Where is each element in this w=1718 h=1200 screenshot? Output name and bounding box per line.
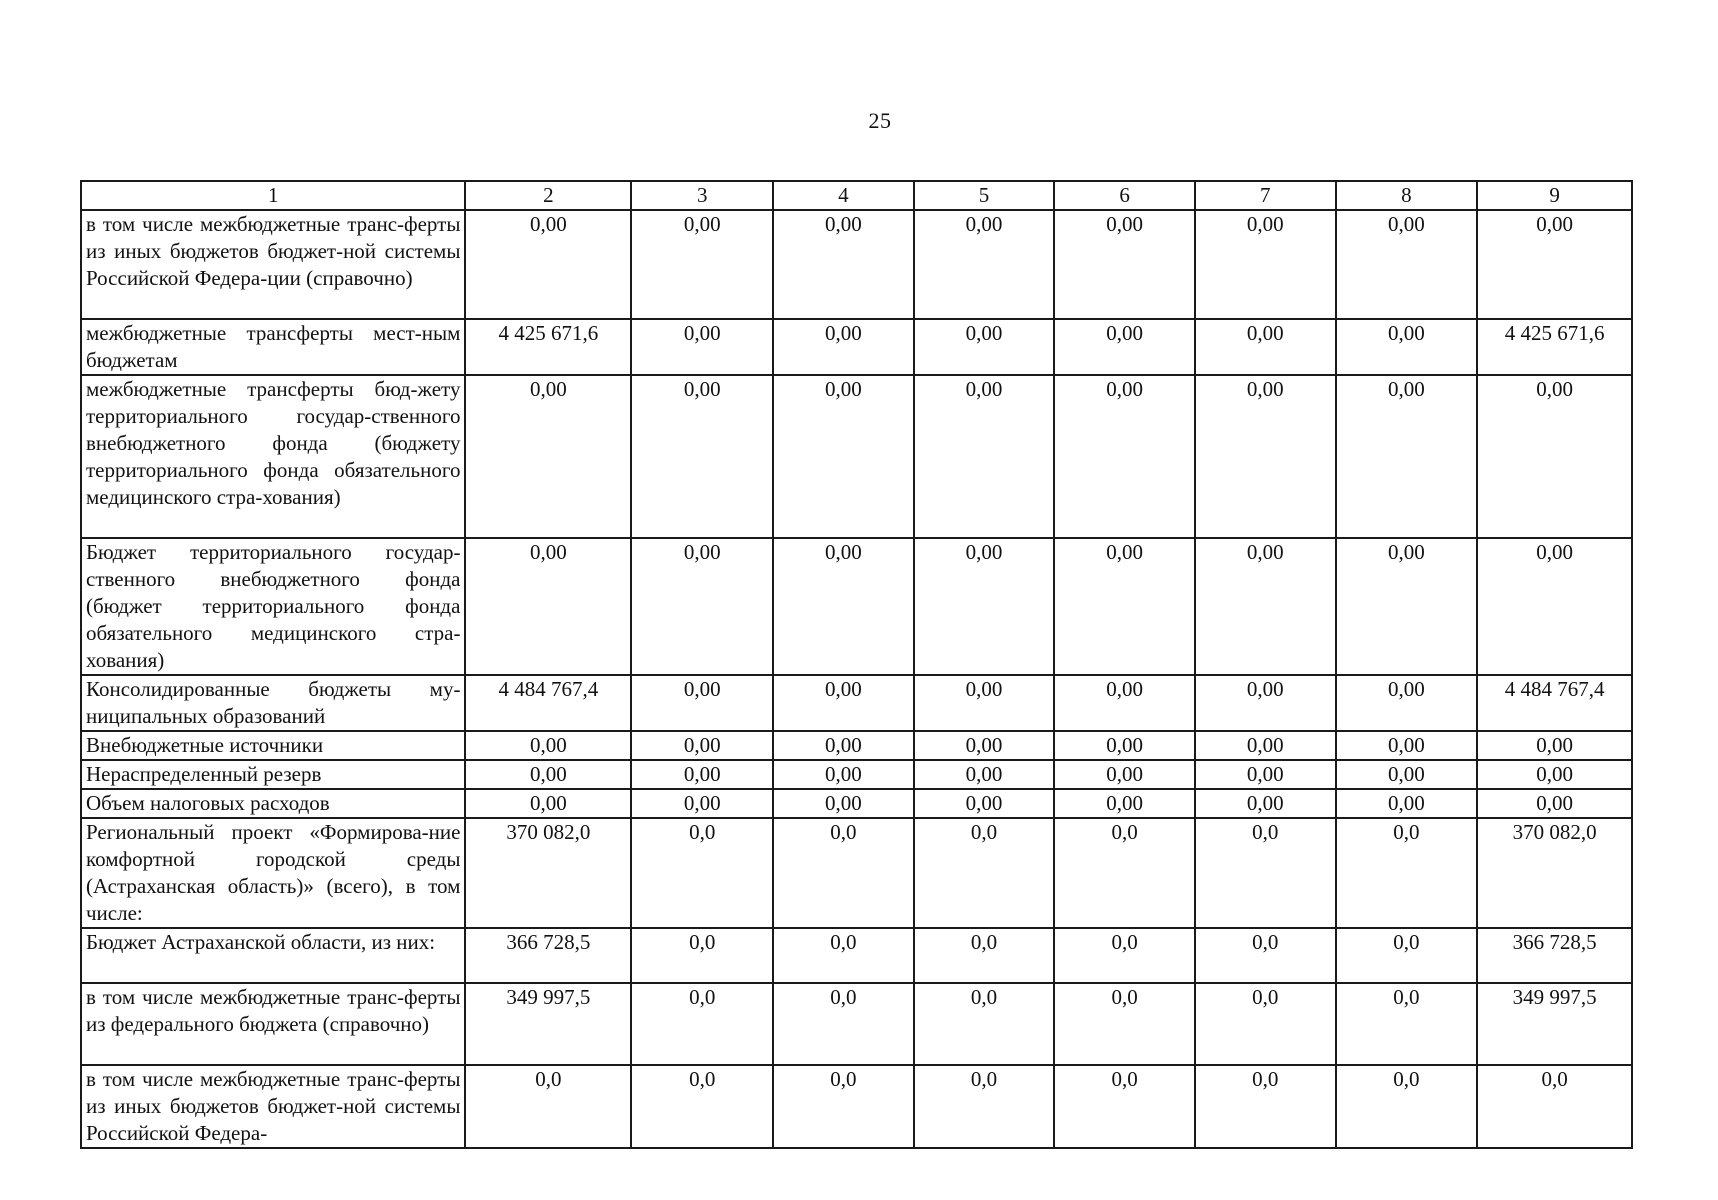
table-cell: 0,0 <box>631 983 773 1065</box>
table-cell: 0,00 <box>465 210 631 319</box>
table-cell: 0,00 <box>631 760 773 789</box>
table-cell: 0,00 <box>465 731 631 760</box>
table-cell: 0,0 <box>631 1065 773 1148</box>
table-row <box>81 375 1632 538</box>
table-cell: 0,0 <box>1336 818 1478 928</box>
table-cell: 0,00 <box>1195 319 1336 375</box>
table-cell: 0,0 <box>1195 818 1336 928</box>
table-cell: 0,00 <box>1054 731 1195 760</box>
table-cell: 0,0 <box>773 818 914 928</box>
table-cell: 0,00 <box>631 210 773 319</box>
table-row <box>81 983 1632 1065</box>
table-cell: 0,00 <box>1336 538 1478 675</box>
table-cell: 0,00 <box>773 789 914 818</box>
table-cell: 0,00 <box>1477 789 1632 818</box>
table-cell: 0,00 <box>773 538 914 675</box>
table-cell: 0,0 <box>1054 928 1195 983</box>
table-row <box>81 675 1632 731</box>
row-label: Консолидированные бюджеты му-ниципальных образований <box>81 675 465 731</box>
table-cell: 4 484 767,4 <box>1477 675 1632 731</box>
table-cell: 0,00 <box>914 731 1055 760</box>
table-cell: 0,0 <box>773 1065 914 1148</box>
table-cell: 0,0 <box>1195 983 1336 1065</box>
table-cell: 0,00 <box>631 789 773 818</box>
row-label: в том числе межбюджетные транс-ферты из федерального бюджета (справочно) <box>81 983 465 1065</box>
table-row <box>81 1065 1632 1148</box>
table-cell: 0,0 <box>914 928 1055 983</box>
column-header: 2 <box>465 181 631 210</box>
row-label: межбюджетные трансферты бюд-жету территориального государ-ственного внебюджетного фонда (бюджету территориального фонда обязательного медицинского стра-хования) <box>81 375 465 538</box>
table-cell: 0,00 <box>914 375 1055 538</box>
table-cell: 0,00 <box>1477 210 1632 319</box>
table-cell: 0,00 <box>1336 210 1478 319</box>
table-cell: 0,00 <box>631 319 773 375</box>
table-cell: 0,00 <box>631 375 773 538</box>
row-label: в том числе межбюджетные транс-ферты из иных бюджетов бюджет-ной системы Российской Федера- <box>81 1065 465 1148</box>
row-label: в том числе межбюджетные транс-ферты из иных бюджетов бюджет-ной системы Российской Федера-ции (справочно) <box>81 210 465 319</box>
row-label: Бюджет территориального государ-ственного внебюджетного фонда (бюджет территориального фонда обязательного медицинского стра-хования) <box>81 538 465 675</box>
table-cell: 370 082,0 <box>1477 818 1632 928</box>
table-cell: 0,00 <box>773 210 914 319</box>
table-cell: 0,0 <box>1195 928 1336 983</box>
table-cell: 0,00 <box>773 731 914 760</box>
table-cell: 0,00 <box>1195 538 1336 675</box>
table-cell: 0,0 <box>1336 983 1478 1065</box>
table-row <box>81 818 1632 928</box>
table-cell: 0,00 <box>631 675 773 731</box>
column-header: 7 <box>1195 181 1336 210</box>
table-cell: 0,0 <box>631 928 773 983</box>
table-cell: 0,00 <box>465 538 631 675</box>
table-cell: 0,0 <box>1054 818 1195 928</box>
table-cell: 0,0 <box>1336 1065 1478 1148</box>
table-cell: 0,0 <box>914 818 1055 928</box>
table-cell: 0,0 <box>773 983 914 1065</box>
column-header: 5 <box>914 181 1055 210</box>
column-header: 8 <box>1336 181 1478 210</box>
table-cell: 0,00 <box>1477 731 1632 760</box>
table-cell: 0,0 <box>631 818 773 928</box>
table-cell: 0,00 <box>1336 675 1478 731</box>
table-cell: 0,00 <box>1477 538 1632 675</box>
table-row <box>81 538 1632 675</box>
table-cell: 4 425 671,6 <box>1477 319 1632 375</box>
table-cell: 4 425 671,6 <box>465 319 631 375</box>
table-cell: 0,00 <box>1336 760 1478 789</box>
table-cell: 0,0 <box>1054 1065 1195 1148</box>
column-header: 9 <box>1477 181 1632 210</box>
table-cell: 0,0 <box>1054 983 1195 1065</box>
table-cell: 366 728,5 <box>465 928 631 983</box>
table-cell: 366 728,5 <box>1477 928 1632 983</box>
table-cell: 0,00 <box>1336 375 1478 538</box>
budget-table <box>80 180 1633 1149</box>
table-cell: 0,00 <box>1054 760 1195 789</box>
table-cell: 0,00 <box>1477 760 1632 789</box>
table-row <box>81 789 1632 818</box>
table-cell: 0,00 <box>631 731 773 760</box>
column-header: 4 <box>773 181 914 210</box>
table-cell: 0,00 <box>1195 210 1336 319</box>
table-cell: 0,00 <box>1336 789 1478 818</box>
table-cell: 349 997,5 <box>465 983 631 1065</box>
table-cell: 0,00 <box>1477 375 1632 538</box>
table-cell: 0,00 <box>914 319 1055 375</box>
row-label: Нераспределенный резерв <box>81 760 465 789</box>
table-row <box>81 928 1632 983</box>
table-cell: 0,00 <box>773 760 914 789</box>
table-cell: 0,00 <box>914 538 1055 675</box>
column-header: 6 <box>1054 181 1195 210</box>
table-cell: 0,00 <box>773 319 914 375</box>
table-cell: 0,00 <box>1195 760 1336 789</box>
table-cell: 0,00 <box>465 789 631 818</box>
table-cell: 0,00 <box>773 675 914 731</box>
table-cell: 0,00 <box>1195 375 1336 538</box>
table-cell: 0,00 <box>1054 789 1195 818</box>
table-row <box>81 210 1632 319</box>
row-label: Региональный проект «Формирова-ние комфортной городской среды (Астраханская область)» (всего), в том числе: <box>81 818 465 928</box>
table-cell: 0,00 <box>1054 538 1195 675</box>
row-label: межбюджетные трансферты мест-ным бюджетам <box>81 319 465 375</box>
table-cell: 0,0 <box>465 1065 631 1148</box>
table-cell: 0,00 <box>1336 319 1478 375</box>
table-cell: 0,00 <box>1336 731 1478 760</box>
table-cell: 0,00 <box>1054 319 1195 375</box>
table-cell: 0,00 <box>1195 789 1336 818</box>
table-cell: 0,0 <box>1195 1065 1336 1148</box>
table-cell: 0,00 <box>914 760 1055 789</box>
table-cell: 0,00 <box>465 760 631 789</box>
page-number: 25 <box>868 108 892 133</box>
table-cell: 0,00 <box>1054 375 1195 538</box>
table-cell: 0,0 <box>1477 1065 1632 1148</box>
table-cell: 0,0 <box>773 928 914 983</box>
table-cell: 0,00 <box>914 675 1055 731</box>
table-cell: 0,00 <box>1054 675 1195 731</box>
table-cell: 0,00 <box>631 538 773 675</box>
table-cell: 0,00 <box>914 789 1055 818</box>
table-row <box>81 760 1632 789</box>
table-cell: 349 997,5 <box>1477 983 1632 1065</box>
table-cell: 370 082,0 <box>465 818 631 928</box>
table-cell: 0,00 <box>1195 675 1336 731</box>
table-cell: 0,0 <box>914 983 1055 1065</box>
table-row <box>81 731 1632 760</box>
table-cell: 0,00 <box>1054 210 1195 319</box>
column-header: 1 <box>81 181 465 210</box>
table-cell: 0,00 <box>1195 731 1336 760</box>
row-label: Бюджет Астраханской области, из них: <box>81 928 465 983</box>
table-cell: 0,00 <box>773 375 914 538</box>
table-cell: 4 484 767,4 <box>465 675 631 731</box>
table-cell: 0,00 <box>465 375 631 538</box>
table-cell: 0,0 <box>1336 928 1478 983</box>
table-cell: 0,00 <box>914 210 1055 319</box>
row-label: Внебюджетные источники <box>81 731 465 760</box>
column-header: 3 <box>631 181 773 210</box>
header-row <box>81 181 1632 210</box>
table-cell: 0,0 <box>914 1065 1055 1148</box>
table-row <box>81 319 1632 375</box>
row-label: Объем налоговых расходов <box>81 789 465 818</box>
